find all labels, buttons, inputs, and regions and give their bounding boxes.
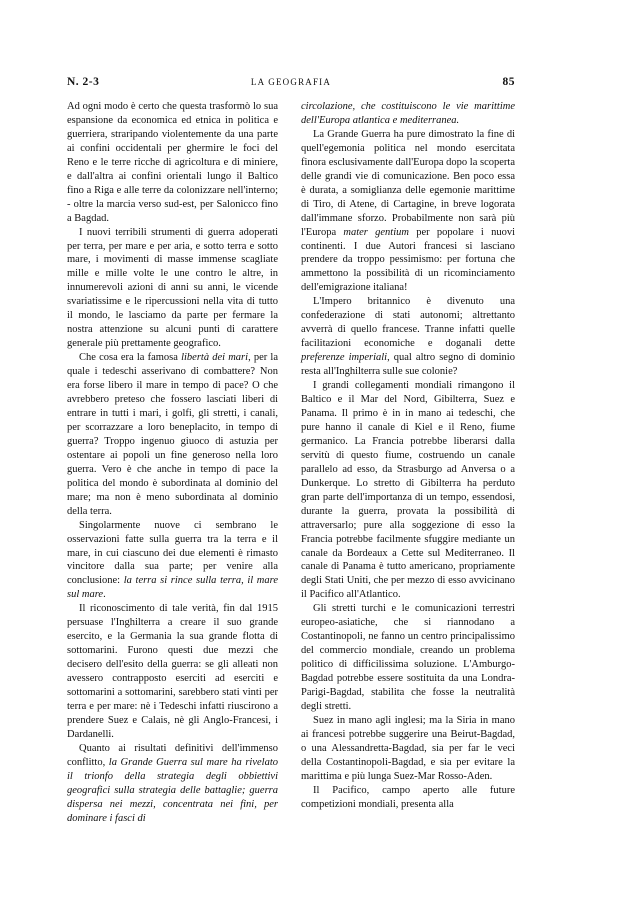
paragraph <box>301 379 515 602</box>
text-run: Che cosa era la famosa <box>79 352 182 364</box>
italic-text: preferenze imperiali <box>301 352 388 364</box>
text-run: Ad ogni modo è certo che questa trasformò lo sua espansione da economica ed etnica in politica e guerriera, straripando violentemente da una parte ai confini occidentali per ghermire le foci del Reno e le terre ricche di agricoltura e di miniere, e dall'altra ai confini orientali lungo il Baltico fino a Riga e alle terre da colonizzare nell'interno; - oltre la marcia verso sud-est, per Salonicco fino a Bagdad. <box>67 101 278 224</box>
paragraph <box>301 100 515 128</box>
text-run: L'Impero britannico è divenuto una confederazione di stati autonomi; altrettanto avverrà di quello francese. Tranne infatti quelle facilitazioni economiche e doganali dette <box>301 296 515 350</box>
text-run: I grandi collegamenti mondiali rimangono il Baltico e il Mar del Nord, Gibilterra, Suez e Panama. Il primo è in in mano ai tedeschi, che pure hanno il canale di Kiel e il Reno, fiume germanico. La Francia potrebbe liberarsi dalla servitù di questo fiume, costruendo un canale parallelo ad esso, da Strasburgo ad Anversa o a Dunkerque. Lo stretto di Gibilterra ha perduto gran parte dell'importanza di un tempo, essendosi, durante la guerra, provata la possibilità di attraversarlo; pure alla soggezione di esso la Francia potrebbe facilmente sfuggire mediante un canale da Bordeaux a Cette sul Mediterraneo. Il canale di Panama è tutto americano, propriamente degli Stati Uniti, che per mezzo di esso avvicinano il Pacifico all'Atlantico. <box>301 380 515 601</box>
italic-text: la terra si rince sulla terra, il mare sul mare <box>67 575 278 601</box>
italic-text: libertà dei mari <box>181 352 249 364</box>
page-number: 85 <box>502 76 515 88</box>
paragraph <box>301 295 515 379</box>
text-run: I nuovi terribili strumenti di guerra adoperati per terra, per mare e per aria, e sotto terra e sotto mare, i movimenti di masse immense scagliate mille e mille volte le une contro le altre, in innumerevoli azioni di anni su anni, le vicende svariatissime e le ripercussioni nella vita di tutto il mondo, le lasciamo da parte per fermare la nostra attenzione su alcuni punti di carattere generale più prettamente geografico. <box>67 226 278 350</box>
italic-text: circolazione, che costituiscono le vie marittime dell'Europa atlantica e mediterranea. <box>301 101 515 126</box>
text-run: , per la quale i tedeschi asserivano di combattere? Non era forse libero il mare in tempo di pace? O che avrebbero preteso che fossero lasciati liberi di entrare in tutti i mari, i golfi, gli stretti, i canali, per scorrazzare a loro beneplacito, in tempo di guerra? Troppo ingenuo giuoco di astuzia per ostentare ai popoli un fine generoso nella loro guerra. Vero è che anche in tempo di pace la politica del mondo è subordinata al dominio del mare; ma non è meno subordinata al dominio della terra. <box>67 352 278 517</box>
text-run: Gli stretti turchi e le comunicazioni terrestri europeo-asiatiche, che si riannodano a Costantinopoli, ne fanno un centro principalissimo del commercio mondiale, creando un problema politico di difficilissima soluzione. L'Amburgo-Bagdad potrebbe essere sostituita da una Londra-Parigi-Bagdad, stabilita che fosse la neutralità degli stretti. <box>301 603 515 712</box>
paragraph <box>301 714 515 784</box>
journal-title: LA GEOGRAFIA <box>250 77 332 87</box>
paragraph <box>301 128 515 295</box>
issue-number: N. 2-3 <box>67 76 100 88</box>
paragraph <box>67 742 278 826</box>
left-column <box>67 100 278 826</box>
text-run: per popolare i nuovi continenti. I due Autori francesi si lasciano prendere da troppo pessimismo: per fortuna che ammettono la possibilità di un ricominciamento dell'emigrazione italiana! <box>301 226 515 294</box>
paragraph <box>67 351 278 518</box>
text-run: Suez in mano agli inglesi; ma la Siria in mano ai francesi potrebbe suggerire una Beirut-Bagdad, o una Alessandretta-Bagdad, sia per far le veci della Costantinopoli-Bagdad, e sia per evitare la marittima e più lunga Suez-Mar Rosso-Aden. <box>301 714 515 782</box>
paragraph <box>67 602 278 742</box>
text-run: Singolarmente nuove ci sembrano le osservazioni fatte sulla guerra tra la terra e il mare, in cui ciascuno dei due elementi è rimasto vincitore dalla sua parte; per venire alla conclusione: <box>67 519 278 587</box>
running-header <box>67 76 515 92</box>
paragraph <box>67 226 278 352</box>
paragraph <box>67 519 278 603</box>
text-run: Il Pacifico, campo aperto alle future competizioni mondiali, presenta alla <box>301 784 515 810</box>
italic-text: mater gentium <box>343 226 409 238</box>
text-run: La Grande Guerra ha pure dimostrato la fine di quell'egemonia politica nel mondo esercitata finora esclusivamente dall'Europa dopo la scoperta delle grandi vie di comunicazione. Ben poco essa è durata, a somiglianza delle egemonie marittime di Tiro, di Atene, di Cartagine, in breve logorata dall'immane sforzo. Probabilmente non sarà più l'Europa <box>301 128 515 238</box>
text-run: . <box>103 589 106 601</box>
paragraph <box>301 602 515 714</box>
text-run: , qual altro segno di dominio resta all'Inghilterra sulle sue colonie? <box>301 352 515 378</box>
text-run: Il riconoscimento di tale verità, fin dal 1915 persuase l'Inghilterra a creare il suo grande esercito, e la Germania la sua grande flotta di sottomarini. Furono questi due mezzi che decisero dell'esito della guerra: se gli alleati non avessero contrapposto eserciti ad eserciti e sottomarini a sottomarini, sarebbero stati vinti per terra e per mare: nè i Tedeschi infatti riuscirono a prendere Suez e Calais, nè gli Anglo-Francesi, i Dardanelli. <box>67 603 278 740</box>
paragraph <box>301 784 515 812</box>
paragraph <box>67 100 278 226</box>
italic-text: la Grande Guerra sul mare ha rivelato il trionfo della strategia degli obbiettivi geografici sulla strategia delle battaglie; guerra dispersa nei mezzi, concentrata nei fini, per dominare i fasci di <box>67 756 279 824</box>
text-run: Quanto ai risultati definitivi dell'immenso conflitto, <box>67 742 278 768</box>
right-column <box>301 100 515 812</box>
